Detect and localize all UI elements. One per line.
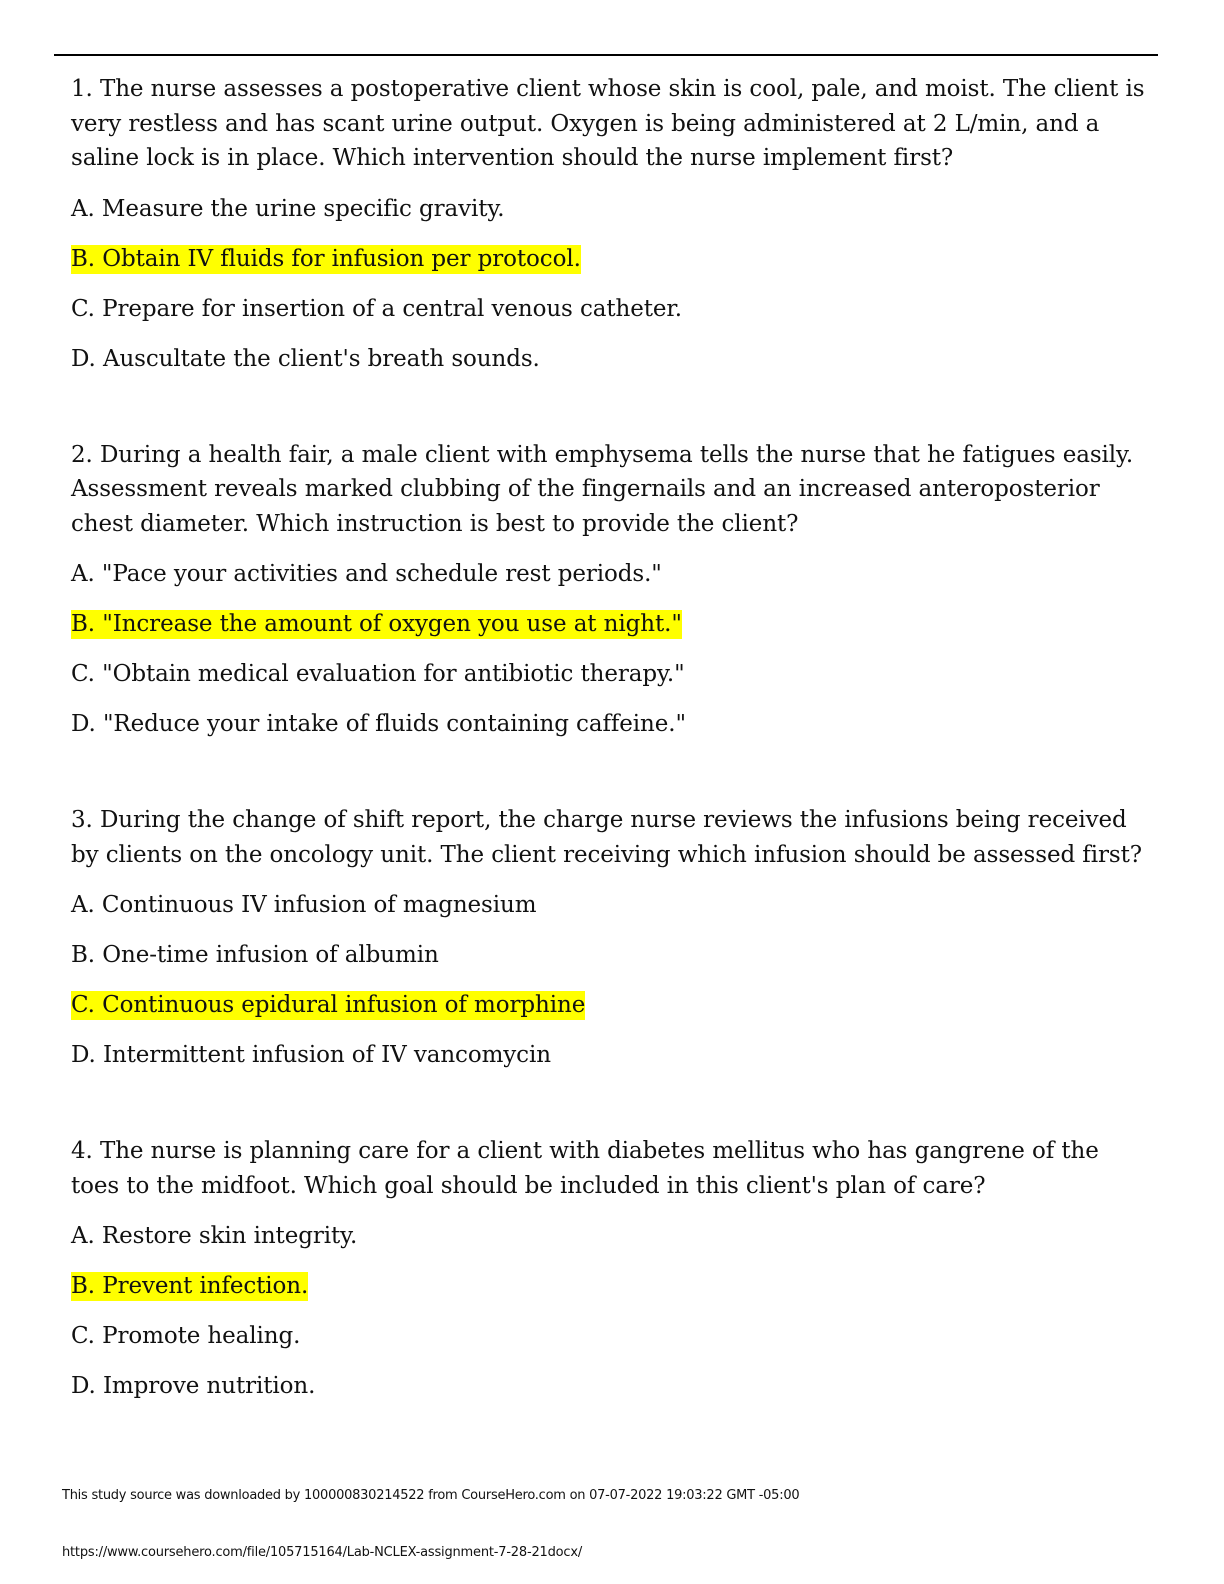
- download-source-notice: This study source was downloaded by 100000830214522 from CourseHero.com on 07-07-2022 19:03:22 GMT -05:00: [62, 1488, 800, 1503]
- answer-option-highlighted: [71, 1269, 1151, 1303]
- answer-option-text: A. Continuous IV infusion of magnesium: [71, 892, 537, 918]
- answer-option: [71, 707, 1151, 741]
- answer-option: [71, 192, 1151, 226]
- answer-option: [71, 1038, 1151, 1072]
- answer-option-text: C. Prepare for insertion of a central venous catheter.: [71, 295, 682, 322]
- answer-option: [71, 1369, 1151, 1403]
- answer-option: [71, 1219, 1151, 1253]
- answer-option-text: B. Prevent infection.: [71, 1273, 309, 1299]
- answer-option-text: A. Restore skin integrity.: [71, 1223, 358, 1249]
- top-divider: [54, 54, 1158, 56]
- answer-option-highlighted: [71, 607, 1151, 641]
- answer-option-highlighted: [71, 242, 1151, 276]
- document-body: [71, 72, 1151, 1403]
- question-block: [71, 803, 1151, 1072]
- answer-option-text: D. Improve nutrition.: [71, 1373, 316, 1399]
- answer-option: [71, 1319, 1151, 1353]
- answer-option-text: B. "Increase the amount of oxygen you use at night.": [71, 611, 682, 637]
- answer-option-text: D. Auscultate the client's breath sounds.: [71, 345, 540, 372]
- answer-option-text: C. "Obtain medical evaluation for antibiotic therapy.": [71, 661, 685, 687]
- answer-option-text: A. Measure the urine specific gravity.: [71, 195, 505, 222]
- answer-option: [71, 557, 1151, 591]
- question-block: [71, 438, 1151, 742]
- answer-option-text: C. Continuous epidural infusion of morphine: [71, 992, 586, 1018]
- answer-option-text: D. Intermittent infusion of IV vancomycin: [71, 1042, 551, 1068]
- answer-option: [71, 888, 1151, 922]
- question-stem: 3. During the change of shift report, the charge nurse reviews the infusions being received by clients on the oncology unit. The client receiving which infusion should be assessed first?: [71, 807, 1142, 868]
- question-block: [71, 72, 1151, 376]
- answer-option-text: B. One-time infusion of albumin: [71, 942, 439, 968]
- answer-option-text: A. "Pace your activities and schedule rest periods.": [71, 561, 662, 587]
- answer-option: [71, 342, 1151, 376]
- answer-option: [71, 938, 1151, 972]
- question-stem: 4. The nurse is planning care for a client with diabetes mellitus who has gangrene of the toes to the midfoot. Which goal should be included in this client's plan of care?: [71, 1138, 1099, 1199]
- answer-option-text: D. "Reduce your intake of fluids containing caffeine.": [71, 711, 686, 737]
- question-stem: 1. The nurse assesses a postoperative client whose skin is cool, pale, and moist. The client is very restless and has scant urine output. Oxygen is being administered at 2 L/min, and a saline lock is in place. Which intervention should the nurse implement first?: [71, 76, 1145, 171]
- answer-option-text: B. Obtain IV fluids for infusion per protocol.: [71, 245, 581, 272]
- question-block: [71, 1134, 1151, 1403]
- answer-option: [71, 292, 1151, 326]
- answer-option-text: C. Promote healing.: [71, 1323, 301, 1349]
- question-stem: 2. During a health fair, a male client with emphysema tells the nurse that he fatigues easily. Assessment reveals marked clubbing of the fingernails and an increased anteroposterior chest diameter. Which instruction is best to provide the client?: [71, 441, 1134, 537]
- source-url[interactable]: https://www.coursehero.com/file/105715164/Lab-NCLEX-assignment-7-28-21docx/: [62, 1545, 583, 1560]
- answer-option-highlighted: [71, 988, 1151, 1022]
- answer-option: [71, 657, 1151, 691]
